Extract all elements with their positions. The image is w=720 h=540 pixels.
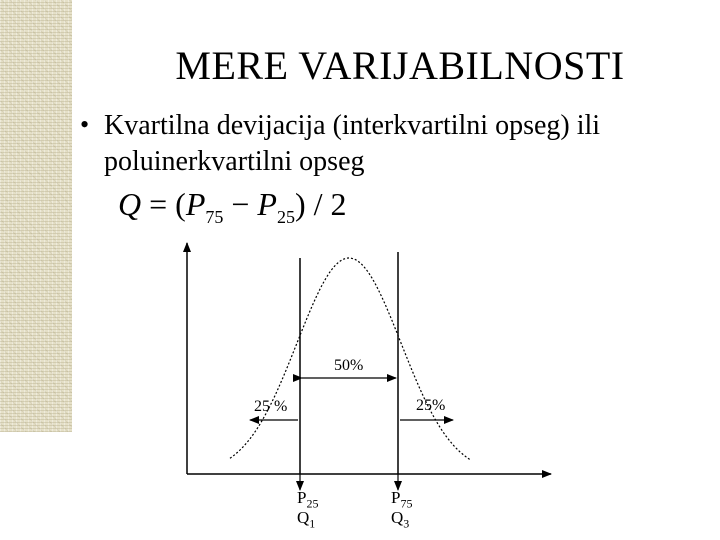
bullet-text: Kvartilna devijacija (interkvartilni opseg) ili poluinerkvartilni opseg [104,110,601,177]
q3-sub: 3 [403,516,410,531]
formula-p75-sub: 75 [205,207,224,227]
p75-sub: 75 [400,496,413,511]
q3-main: Q [391,508,404,527]
formula-p25: P [257,186,277,222]
q1-label [297,508,315,533]
formula-p25-sub: 25 [276,207,295,227]
formula-divide: / 2 [313,186,347,222]
label-right-25-percent: 25% [416,397,446,414]
bullet-icon: • [80,110,90,139]
label-left-25-percent: 25 % [254,398,288,415]
p25-main: P [297,488,307,507]
q3-label [391,508,409,533]
p25-sub: 25 [306,496,319,511]
q1-sub: 1 [309,516,316,531]
slide-title: MERE VARIJABILNOSTI [175,43,625,88]
formula-q: Q [118,186,142,222]
formula-close-paren: ) [294,186,306,222]
formula-p75: P [185,186,206,222]
p75-main: P [391,488,401,507]
formula-open-paren: ( [175,186,186,222]
label-50-percent: 50% [334,357,364,374]
formula-equals: = [149,186,168,222]
formula-minus: − [231,186,250,222]
q1-main: Q [297,508,310,527]
